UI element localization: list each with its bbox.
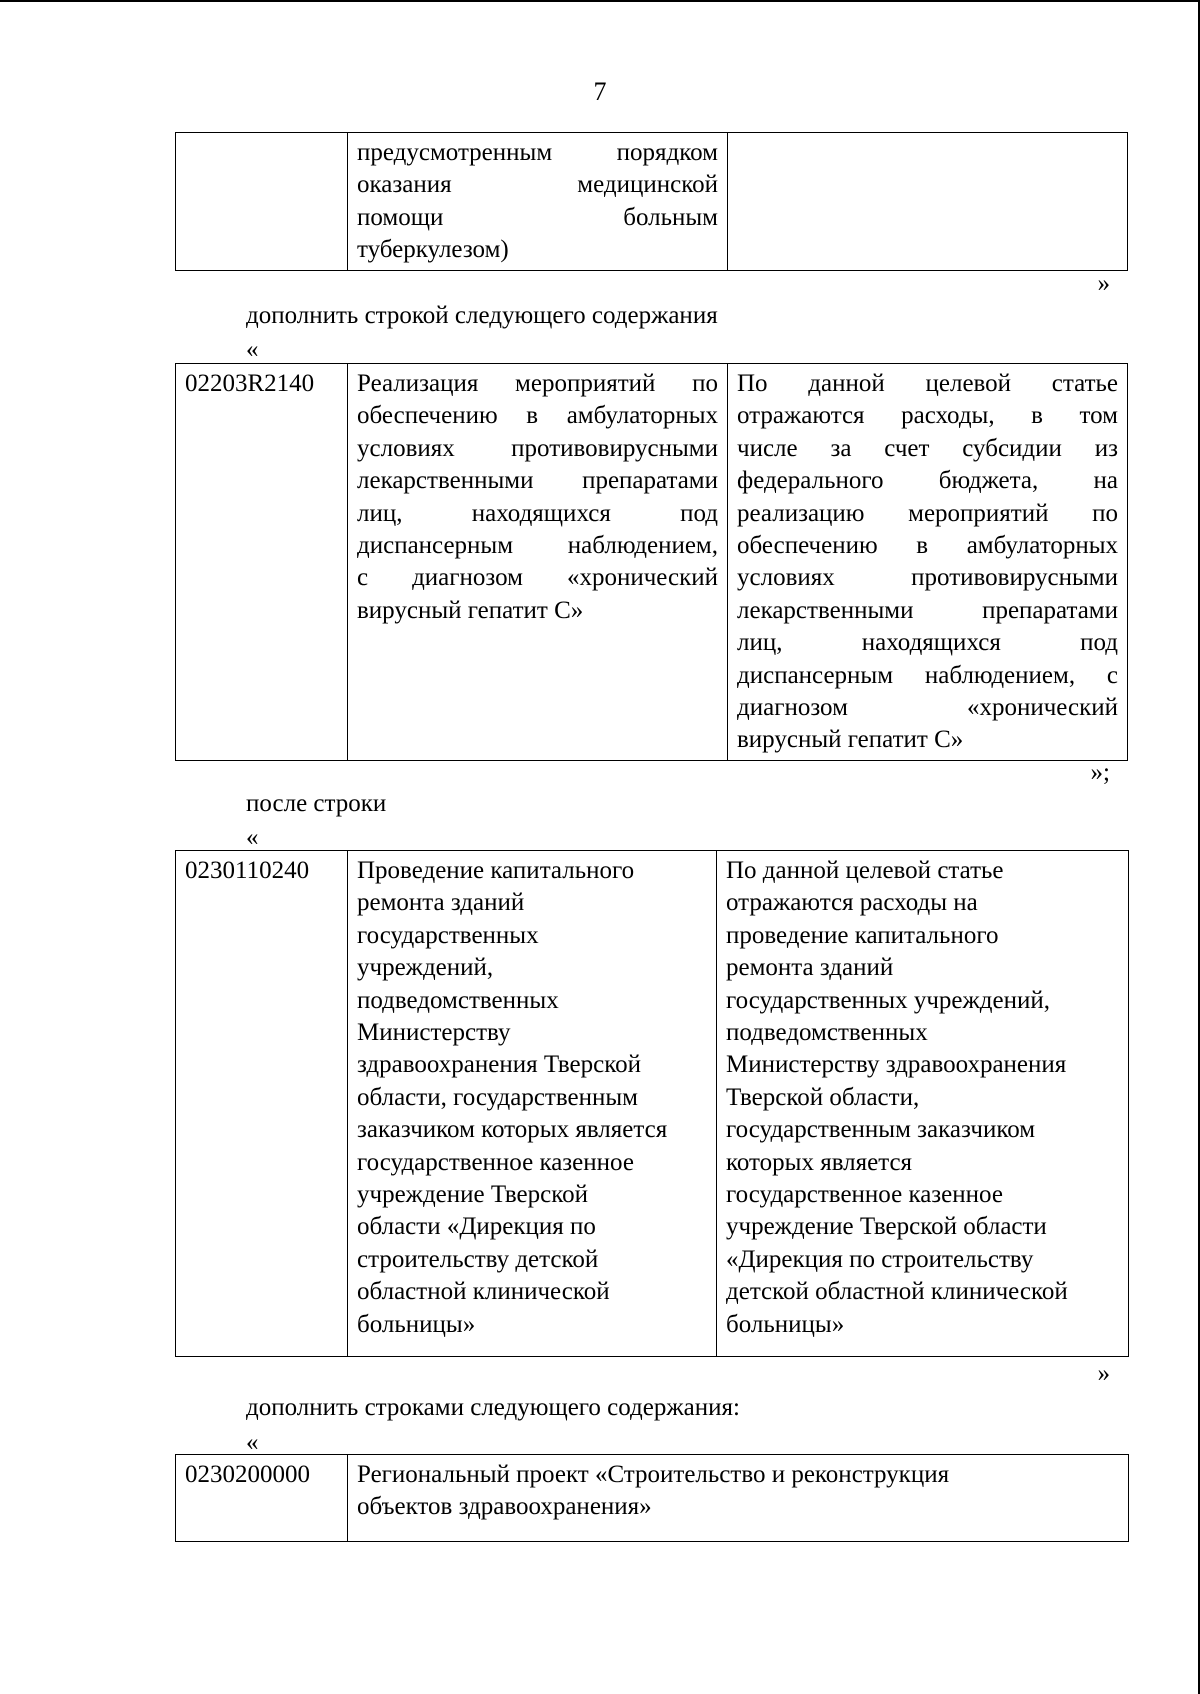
table-row (176, 851, 1129, 1357)
text-line: учреждений, (357, 954, 494, 982)
text-line: Проведение капитального (357, 857, 635, 884)
text-line: государственное казенное (726, 1181, 1003, 1209)
table-continuation (175, 132, 1128, 271)
text-line: ремонта зданий (357, 889, 525, 917)
text-line: предусмотренным порядком (357, 139, 718, 166)
description-cell (728, 133, 1128, 271)
code-cell: 02203R2140 (176, 364, 348, 761)
page-number: 7 (593, 77, 607, 106)
text-line: лиц, находящихся под (737, 629, 1118, 657)
code-cell: 0230200000 (176, 1455, 348, 1542)
text-line: туберкулезом) (357, 236, 509, 264)
name-cell (348, 133, 728, 271)
text-line: помощи больным (357, 203, 718, 231)
opening-quote: « (246, 336, 259, 363)
text-line: По данной целевой статье (726, 857, 1004, 884)
name-cell (348, 851, 717, 1357)
text-line: с диагнозом «хронический (357, 564, 718, 592)
text-line: больницы» (357, 1310, 476, 1338)
text-line: По данной целевой статье (737, 370, 1118, 397)
text-line: реализацию мероприятий по (737, 499, 1118, 527)
text-line: обеспечению в амбулаторных (357, 402, 718, 430)
paragraph-add-rows: дополнить строками следующего содержания: (246, 1394, 740, 1421)
text-line: больницы» (726, 1310, 845, 1338)
text-line: числе за счет субсидии из (737, 434, 1118, 462)
table-row (176, 133, 1128, 271)
text-line: вирусный гепатит С» (357, 596, 584, 624)
text-line: диспансерным наблюдением, с (737, 661, 1118, 689)
code-cell: 0230110240 (176, 851, 348, 1357)
text-line: учреждение Тверской (357, 1181, 588, 1209)
text-line: Региональный проект «Строительство и реконструкция (357, 1461, 950, 1488)
text-line: диспансерным наблюдением, (357, 532, 718, 560)
page-border-top (0, 0, 1200, 2)
text-line: здравоохранения Тверской (357, 1051, 641, 1079)
text-line: лекарственными препаратами (737, 596, 1118, 624)
code-cell (176, 133, 348, 271)
closing-quote: »; (1090, 759, 1110, 786)
text-line: отражаются расходы, в том (737, 402, 1118, 430)
text-line: вирусный гепатит С» (737, 726, 964, 754)
text-line: объектов здравоохранения» (357, 1493, 652, 1521)
text-line: Министерству (357, 1019, 511, 1047)
text-line: заказчиком которых является (357, 1116, 668, 1144)
table-row (176, 364, 1128, 761)
text-line: Тверской области, (726, 1083, 920, 1111)
table-reference-row (175, 850, 1129, 1357)
table-row (176, 1455, 1129, 1542)
text-line: Реализация мероприятий по (357, 370, 718, 397)
paragraph-after-row: после строки (246, 790, 387, 817)
text-line: государственных (357, 921, 539, 949)
name-cell (348, 364, 728, 761)
closing-quote: » (1097, 270, 1110, 297)
text-line: которых является (726, 1148, 913, 1176)
text-line: ремонта зданий (726, 954, 894, 982)
description-cell (728, 364, 1128, 761)
text-line: отражаются расходы на (726, 889, 978, 917)
text-line: федерального бюджета, на (737, 467, 1118, 495)
text-line: оказания медицинской (357, 171, 718, 199)
text-line: государственным заказчиком (726, 1116, 1036, 1144)
text-line: учреждение Тверской области (726, 1213, 1047, 1241)
text-line: государственное казенное (357, 1148, 634, 1176)
text-line: государственных учреждений, (726, 986, 1050, 1014)
text-line: обеспечению в амбулаторных (737, 532, 1118, 560)
text-line: лиц, находящихся под (357, 499, 718, 527)
text-line: лекарственными препаратами (357, 467, 718, 495)
text-line: областной клинической (357, 1278, 610, 1306)
text-line: подведомственных (357, 986, 559, 1014)
text-line: проведение капитального (726, 921, 999, 949)
table-new-row (175, 363, 1128, 761)
text-line: детской областной клинической (726, 1278, 1068, 1306)
opening-quote: « (246, 1429, 259, 1456)
text-line: «Дирекция по строительству (726, 1245, 1034, 1273)
closing-quote: » (1097, 1360, 1110, 1387)
opening-quote: « (246, 824, 259, 851)
text-line: условиях противовирусными (737, 564, 1118, 592)
description-cell (717, 851, 1129, 1357)
text-line: диагнозом «хронический (737, 694, 1118, 722)
name-cell (348, 1455, 1129, 1542)
text-line: области, государственным (357, 1083, 638, 1111)
text-line: Министерству здравоохранения (726, 1051, 1067, 1079)
text-line: условиях противовирусными (357, 434, 718, 462)
text-line: подведомственных (726, 1019, 928, 1047)
text-line: области «Дирекция по (357, 1213, 596, 1241)
paragraph-add-row: дополнить строкой следующего содержания (246, 302, 718, 329)
text-line: строительству детской (357, 1245, 599, 1273)
table-regional-project (175, 1454, 1129, 1542)
